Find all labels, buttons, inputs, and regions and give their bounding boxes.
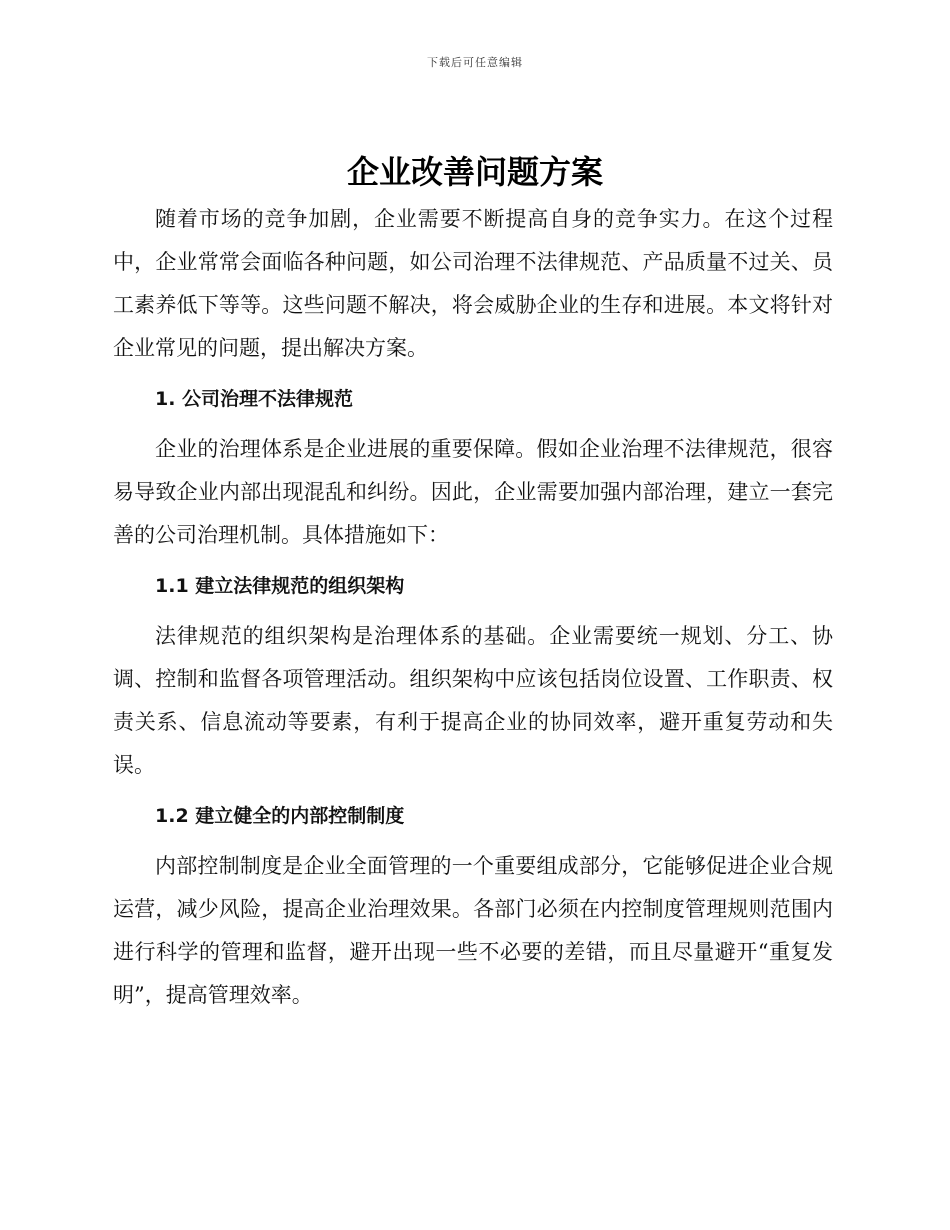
document-title: 企业改善问题方案 bbox=[346, 153, 603, 191]
intro-paragraph: 随着市场的竞争加剧，企业需要不断提高自身的竞争实力。在这个过程中，企业常常会面临各种问题，如公司治理不法律规范、产品质量不过关、员工素养低下等等。这些问题不解决，将会威胁企业的生存和进展。本文将针对企业常见的问题，提出解决方案。 bbox=[113, 207, 833, 360]
section-heading-1: 1. 公司治理不法律规范 bbox=[155, 388, 354, 410]
section-paragraph-1: 企业的治理体系是企业进展的重要保障。假如企业治理不法律规范，很容易导致企业内部出现混乱和纠纷。因此，企业需要加强内部治理，建立一套完善的公司治理机制。具体措施如下： bbox=[113, 437, 833, 547]
section-paragraph-1-1: 法律规范的组织架构是治理体系的基础。企业需要统一规划、分工、协调、控制和监督各项管理活动。组织架构中应该包括岗位设置、工作职责、权责关系、信息流动等要素，有利于提高企业的协同效率，避开重复劳动和失误。 bbox=[113, 624, 833, 777]
section-heading-1-2: 1.2 建立健全的内部控制制度 bbox=[155, 805, 405, 827]
page-header-note: 下载后可任意编辑 bbox=[427, 56, 523, 69]
document-body bbox=[113, 198, 833, 1017]
section-paragraph-1-2: 内部控制制度是企业全面管理的一个重要组成部分，它能够促进企业合规运营，减少风险，提高企业治理效果。各部门必须在内控制度管理规则范围内进行科学的管理和监督，避开出现一些不必要的差错，而且尽量避开“重复发明”，提高管理效率。 bbox=[113, 854, 833, 1007]
section-heading-1-1: 1.1 建立法律规范的组织架构 bbox=[155, 575, 405, 597]
